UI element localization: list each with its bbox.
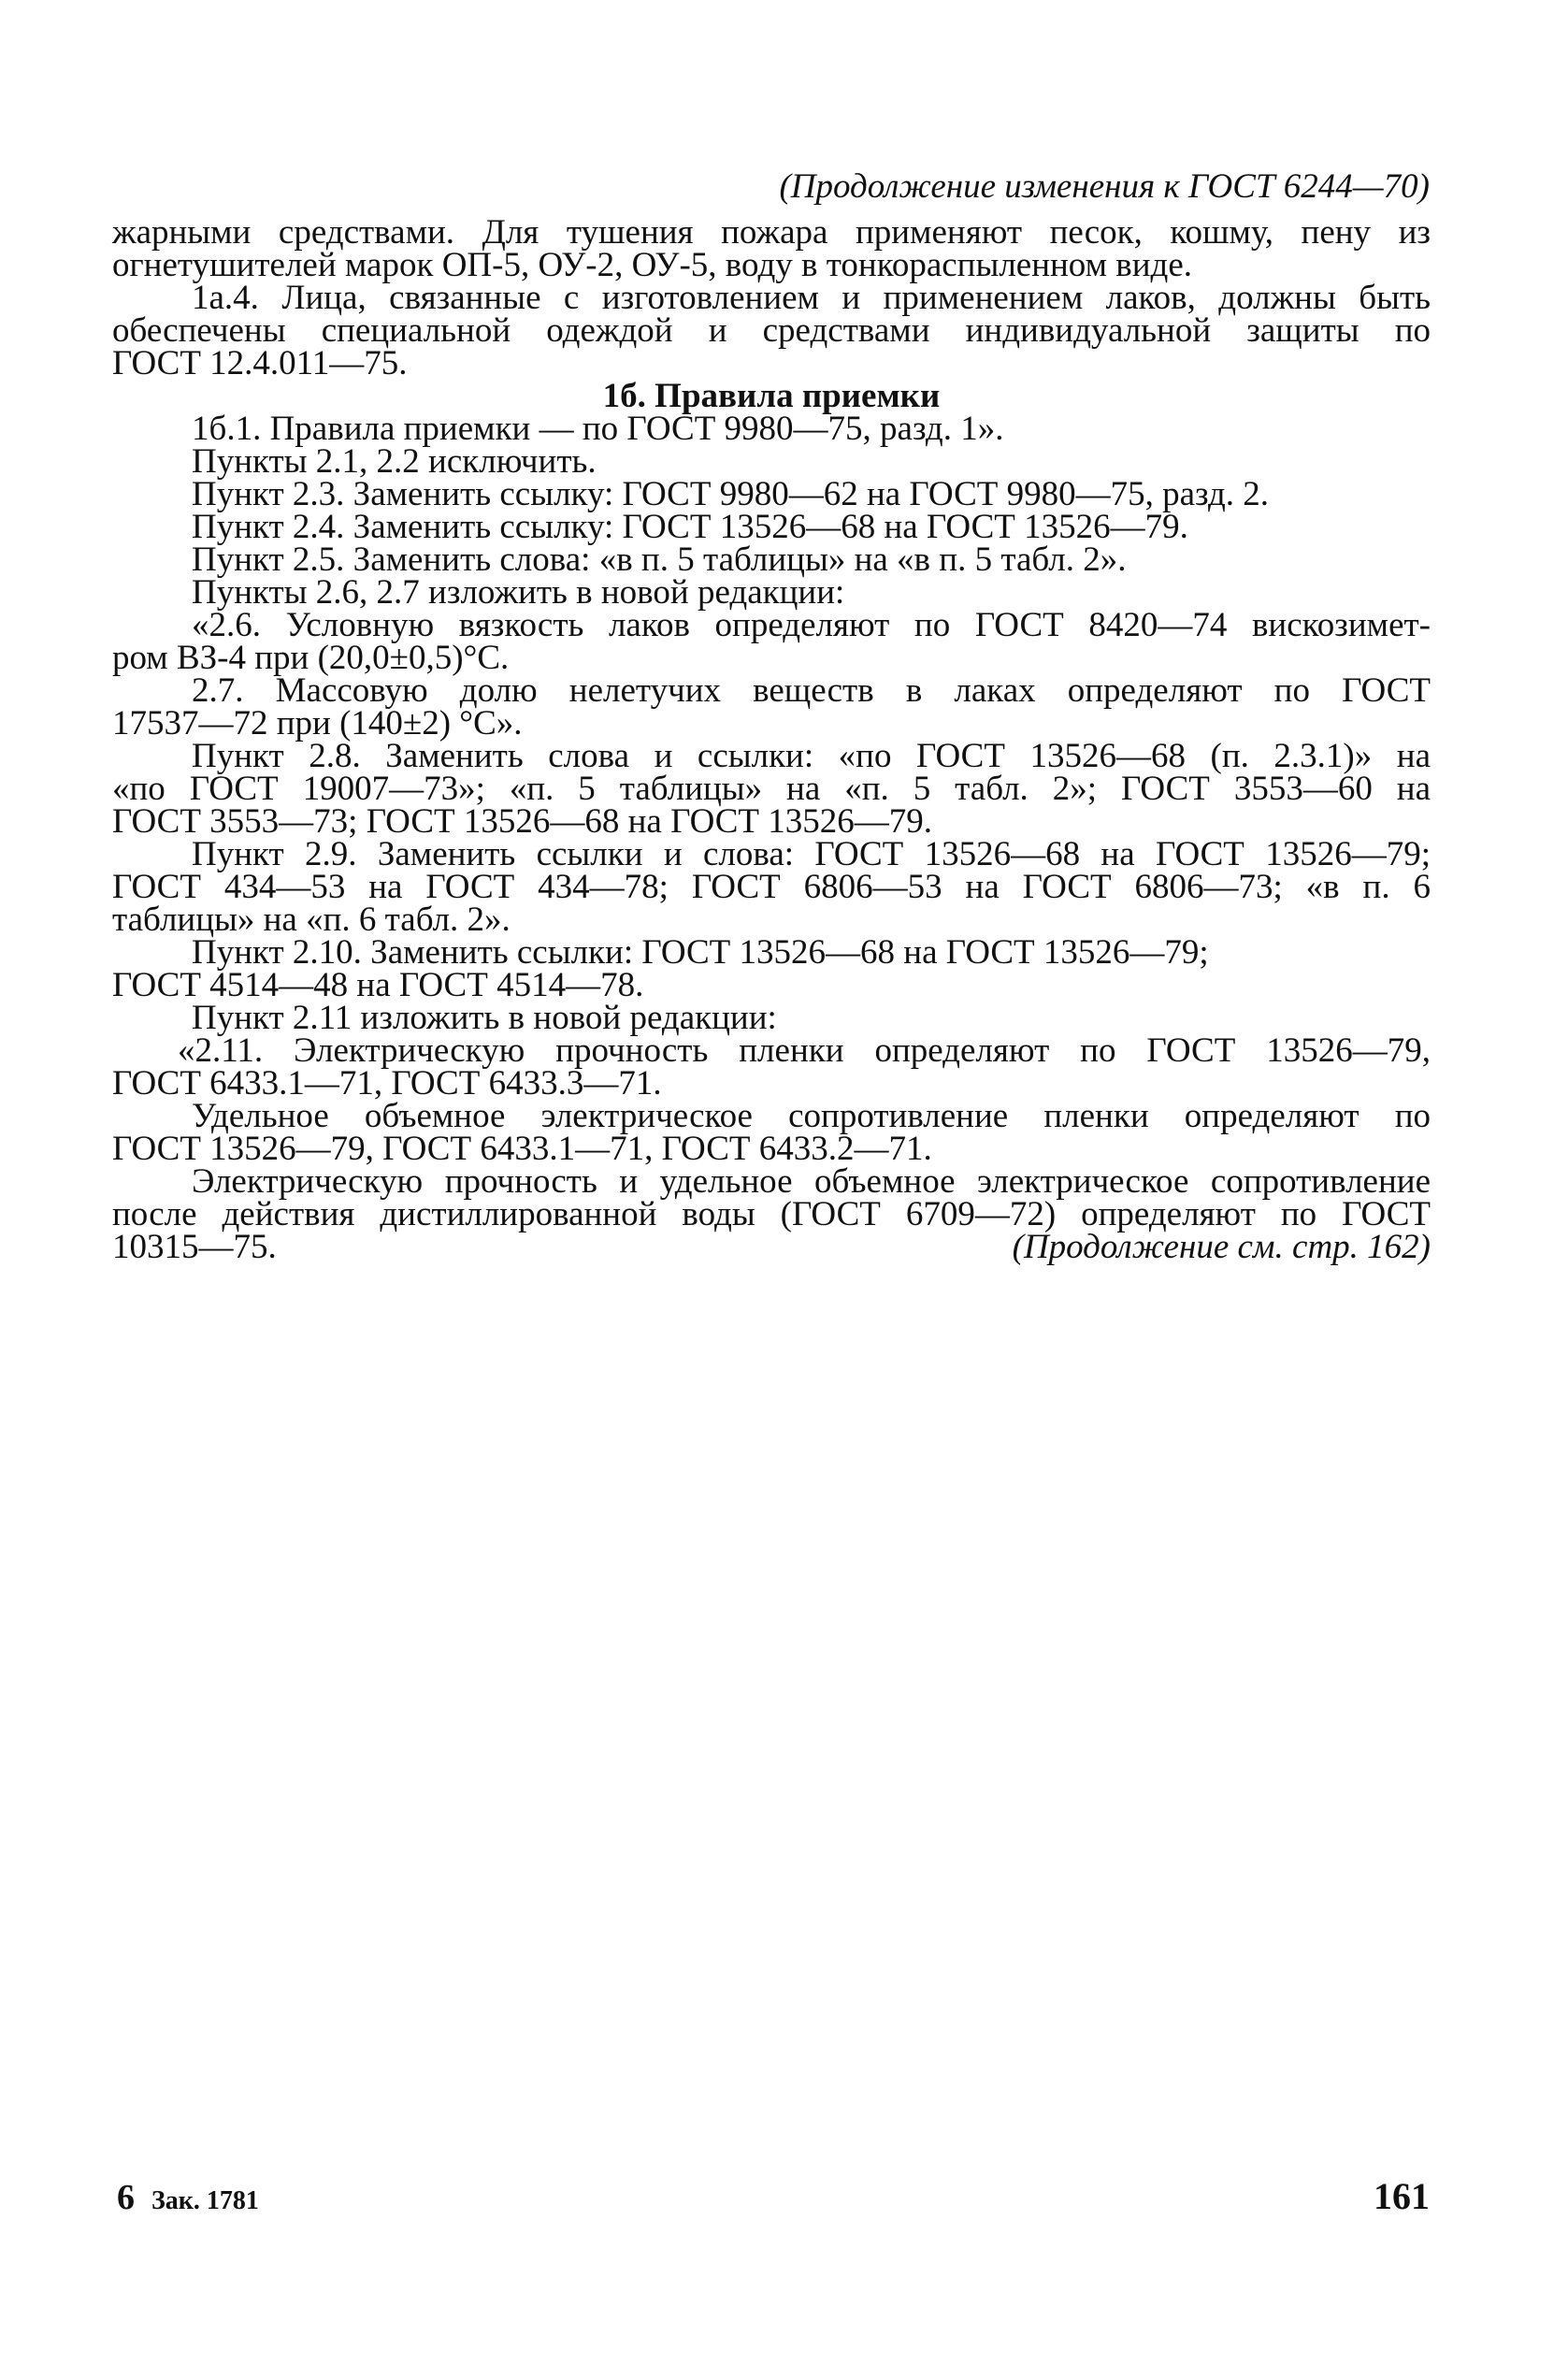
text-line: «2.6. Условную вязкость лаков определяют по ГОСТ 8420—74 вискозимет- <box>192 606 1431 644</box>
footer-left <box>117 2177 259 2218</box>
text-line: Пункт 2.9. Заменить ссылки и слова: ГОСТ 13526—68 на ГОСТ 13526—79; <box>192 835 1431 873</box>
text-line: Пункты 2.6, 2.7 изложить в новой редакции: <box>192 573 845 612</box>
text-line: «2.11. Электрическую прочность пленки определяют по ГОСТ 13526—79, <box>178 1031 1431 1070</box>
text-line: 1а.4. Лица, связанные с изготовлением и применением лаков, должны быть <box>192 279 1431 317</box>
last-line <box>112 1228 1431 1266</box>
text-line: таблицы» на «п. 6 табл. 2». <box>112 901 511 939</box>
text-line: ром ВЗ-4 при (20,0±0,5)°С. <box>112 639 510 677</box>
page-number: 161 <box>1374 2175 1430 2217</box>
text-line: жарными средствами. Для тушения пожара применяют песок, кошму, пену из <box>112 213 1431 252</box>
text-line: Удельное объемное электрическое сопротивление пленки определяют по <box>192 1097 1431 1135</box>
text-line: ГОСТ 13526—79, ГОСТ 6433.1—71, ГОСТ 6433.2—71. <box>112 1130 932 1168</box>
text-line: 2.7. Массовую долю нелетучих веществ в лаках определяют по ГОСТ <box>192 671 1431 710</box>
text-line: Пункт 2.10. Заменить ссылки: ГОСТ 13526—68 на ГОСТ 13526—79; <box>192 933 1209 972</box>
signature-mark: 6 <box>117 2178 135 2217</box>
text-line: ГОСТ 6433.1—71, ГОСТ 6433.3—71. <box>112 1064 662 1103</box>
text-line: Электрическую прочность и удельное объемное электрическое сопротивление <box>192 1162 1431 1201</box>
section-heading: 1б. Правила приемки <box>602 377 941 415</box>
text-line: обеспечены специальной одеждой и средствами индивидуальной защиты по <box>112 311 1431 350</box>
text-line: ГОСТ 12.4.011—75. <box>112 344 408 382</box>
text-line: Пункты 2.1, 2.2 исключить. <box>192 442 597 481</box>
text-line: Пункт 2.3. Заменить ссылку: ГОСТ 9980—62 на ГОСТ 9980—75, разд. 2. <box>192 475 1270 513</box>
text-line: огнетушителей марок ОП-5, ОУ-2, ОУ-5, воду в тонкораспыленном виде. <box>112 246 1193 284</box>
text-line: после действия дистиллированной воды (ГОСТ 6709—72) определяют по ГОСТ <box>112 1195 1431 1233</box>
text-line-end: 10315—75. <box>112 1228 277 1266</box>
text-line: 1б.1. Правила приемки — по ГОСТ 9980—75, разд. 1». <box>192 410 1004 448</box>
document-body <box>112 213 1431 1266</box>
text-line: «по ГОСТ 19007—73»; «п. 5 таблицы» на «п. 5 табл. 2»; ГОСТ 3553—60 на <box>112 770 1431 808</box>
page-footer <box>117 2174 1430 2218</box>
text-line: 17537—72 при (140±2) °С». <box>112 704 523 742</box>
continuation-note: (Продолжение см. стр. 162) <box>1012 1228 1431 1266</box>
text-line: ГОСТ 4514—48 на ГОСТ 4514—78. <box>112 966 644 1004</box>
text-line: ГОСТ 434—53 на ГОСТ 434—78; ГОСТ 6806—53 на ГОСТ 6806—73; «в п. 6 <box>112 868 1431 906</box>
text-line: Пункт 2.4. Заменить ссылку: ГОСТ 13526—68 на ГОСТ 13526—79. <box>192 508 1188 546</box>
order-number: Зак. 1781 <box>151 2186 259 2215</box>
continuation-header: (Продолжение изменения к ГОСТ 6244—70) <box>779 167 1430 206</box>
text-line: Пункт 2.8. Заменить слова и ссылки: «по ГОСТ 13526—68 (п. 2.3.1)» на <box>192 737 1431 775</box>
text-line: Пункт 2.5. Заменить слова: «в п. 5 таблицы» на «в п. 5 табл. 2». <box>192 541 1127 579</box>
text-line: Пункт 2.11 изложить в новой редакции: <box>192 999 777 1037</box>
text-line: ГОСТ 3553—73; ГОСТ 13526—68 на ГОСТ 13526—79. <box>112 802 933 841</box>
